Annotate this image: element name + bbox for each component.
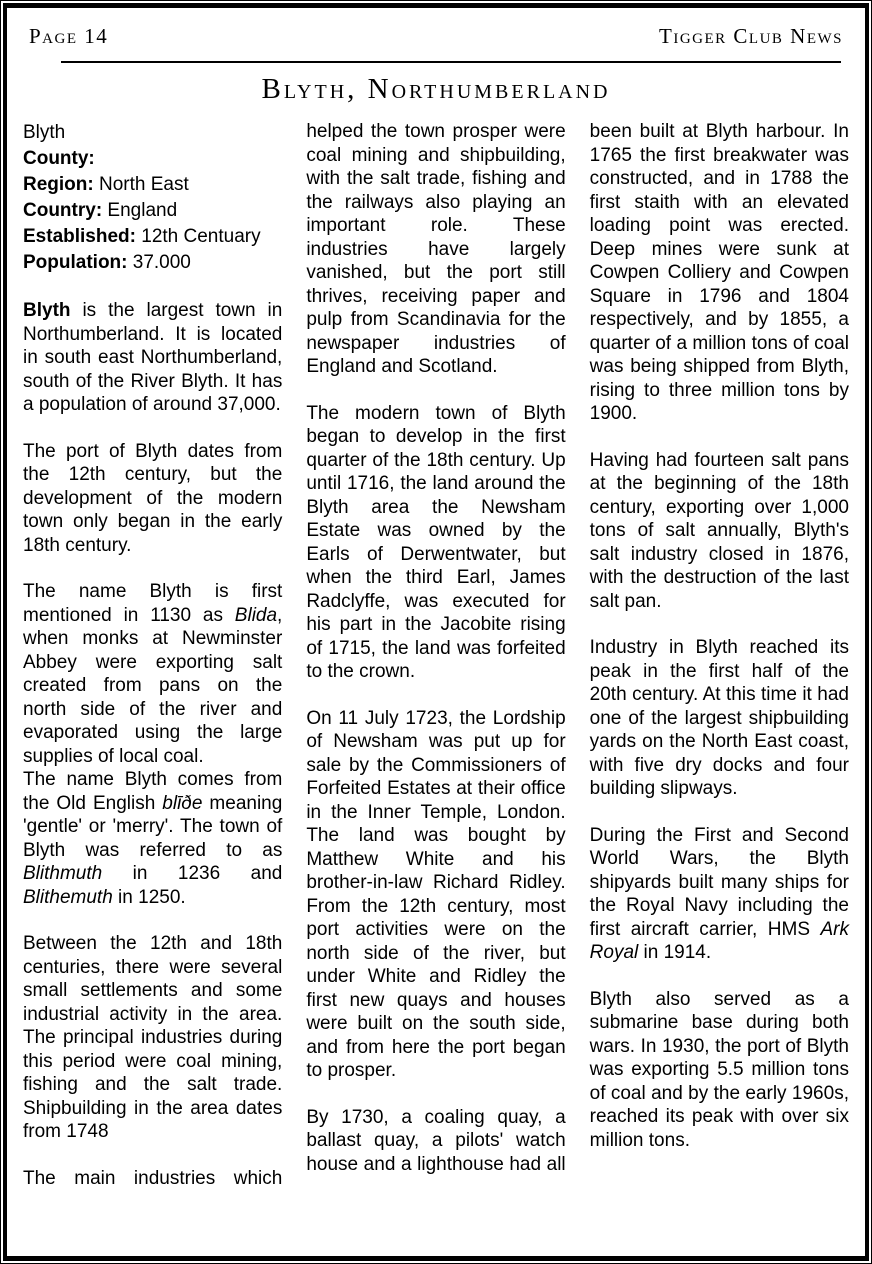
text: meaning 'gentle' or 'merry'. The town of Blyth was referred to as xyxy=(23,792,283,861)
paragraph xyxy=(590,988,849,1153)
text: North East xyxy=(93,174,189,195)
paragraph xyxy=(23,932,282,1144)
paragraph xyxy=(590,449,849,614)
paragraph xyxy=(23,120,282,146)
paragraph xyxy=(23,146,282,172)
text: in 1250. xyxy=(112,886,186,908)
text: helped the town prosper were coal mining and shipbuilding, with the salt trade, fishing and the railways also playing an important role. These industries have largely vanished, but the port still thrives, receiving paper and pulp from Scandinavia for the newspaper industries of England and Scotland. xyxy=(306,121,566,377)
text: in 1914. xyxy=(638,942,712,963)
text: On 11 July 1723, the Lordship of Newsham was put up for sale by the Commissioners of Forfeited Estates at their office in the Inner Temple, London. The land was bought by Matthew White and his brother-in-law Richard Ridley. From the 12th century, most port activities were on the north side of the river, but under White and Ridley the first new quays and houses were built on the south side, and from here the port began to prosper. xyxy=(306,707,566,1081)
paragraph xyxy=(306,1106,565,1177)
paragraph xyxy=(590,636,849,801)
text: Blyth xyxy=(23,122,66,143)
text: The modern town of Blyth began to develop in the first quarter of the 18th century. Up until 1716, the land around the Blyth area the Newsham Estate was owned by the Earls of Derwentwater, but when the third Earl, James Radclyffe, was executed for his part in the Jacobite rising of 1715, the land was forfeited to the crown. xyxy=(306,402,566,682)
newsletter-title: Tigger Club News xyxy=(659,24,843,48)
text: Blyth also served as a submarine base during both wars. In 1930, the port of Blyth was exporting 5.5 million tons of coal and by the early 1960s, reached its peak with over six million tons. xyxy=(589,988,849,1151)
italic-text: Blithemuth xyxy=(23,886,113,908)
article-columns xyxy=(21,120,851,1190)
column-1 xyxy=(23,120,282,1190)
italic-text: Ark Royal xyxy=(589,918,849,963)
page-border-frame xyxy=(3,3,869,1261)
text: been built at Blyth harbour. In 1765 the first breakwater was constructed, and in 1788 the first staith with an elevated loading point was erected. Deep mines were sunk at Cowpen Colliery and Cowpen Square in 1796 and 1804 respectively, and by 1855, a quarter of a million tons of coal was being shipped from Blyth, rising to three million tons by 1900. xyxy=(589,121,849,424)
paragraph xyxy=(306,120,565,379)
text: 37.000 xyxy=(127,252,191,273)
text: The name Blyth is first mentioned in 1130 as xyxy=(23,581,283,626)
text: England xyxy=(102,200,178,221)
italic-text: Blida xyxy=(234,604,278,626)
text: Industry in Blyth reached its peak in the first half of the 20th century. At this time it had one of the largest shipbuilding yards on the North East coast, with five dry docks and four building slipways. xyxy=(589,637,849,799)
text: Having had fourteen salt pans at the beginning of the 18th century, exporting over 1,000 tons of salt annually, Blyth's salt industry closed in 1876, with the destruction of the last salt pan. xyxy=(589,449,849,612)
bold-text: Blyth xyxy=(23,300,71,321)
paragraph xyxy=(23,580,282,768)
text: is the largest town in Northumberland. It is located in south east Northumberland, south of the River Blyth. It has a population of around 37,000. xyxy=(23,300,283,415)
paragraph xyxy=(23,440,282,558)
text: The name Blyth comes from the Old English xyxy=(23,769,283,814)
italic-text: Blithmuth xyxy=(23,863,103,884)
text: Between the 12th and 18th centuries, there were several small settlements and some industrial activity in the area. The principal industries during this period were coal mining, fishing and the salt trade. Shipbuilding in the area dates from 1748 xyxy=(23,933,283,1142)
article-title: Blyth, Northumberland xyxy=(261,73,611,105)
text: , when monks at Newminster Abbey were exporting salt created from pans on the north side of the river and evaporated using the large supplies of local coal. xyxy=(23,604,283,767)
text: By 1730, a coaling quay, a ballast quay, a pilots' watch house and a lighthouse had all xyxy=(306,1106,566,1175)
text: The main industries which xyxy=(23,1167,283,1189)
paragraph xyxy=(23,224,282,250)
header-divider xyxy=(61,61,841,63)
paragraph xyxy=(23,768,282,909)
paragraph xyxy=(590,120,849,426)
paragraph xyxy=(23,172,282,198)
paragraph xyxy=(23,250,282,276)
text: in 1236 and xyxy=(102,863,283,884)
paragraph xyxy=(306,402,565,684)
text: During the First and Second World Wars, the Blyth shipyards built many ships for the Royal Navy including the first aircraft carrier, HMS xyxy=(589,824,849,940)
italic-text: blīðe xyxy=(162,792,203,814)
page-header xyxy=(21,20,851,49)
paragraph xyxy=(590,824,849,965)
bold-text: Region: xyxy=(23,174,94,195)
bold-text: Country: xyxy=(23,200,103,221)
paragraph xyxy=(23,1167,282,1191)
paragraph xyxy=(306,707,565,1083)
bold-text: Established: xyxy=(23,226,136,247)
text: 12th Centuary xyxy=(135,226,261,247)
paragraph xyxy=(23,299,282,417)
page-number-label: Page 14 xyxy=(29,24,109,48)
text: The port of Blyth dates from the 12th century, but the development of the modern town only began in the early 18th century. xyxy=(23,440,283,556)
paragraph xyxy=(23,198,282,224)
bold-text: County: xyxy=(23,148,95,169)
bold-text: Population: xyxy=(23,252,128,273)
column-3 xyxy=(590,120,849,1190)
column-2 xyxy=(306,120,565,1190)
